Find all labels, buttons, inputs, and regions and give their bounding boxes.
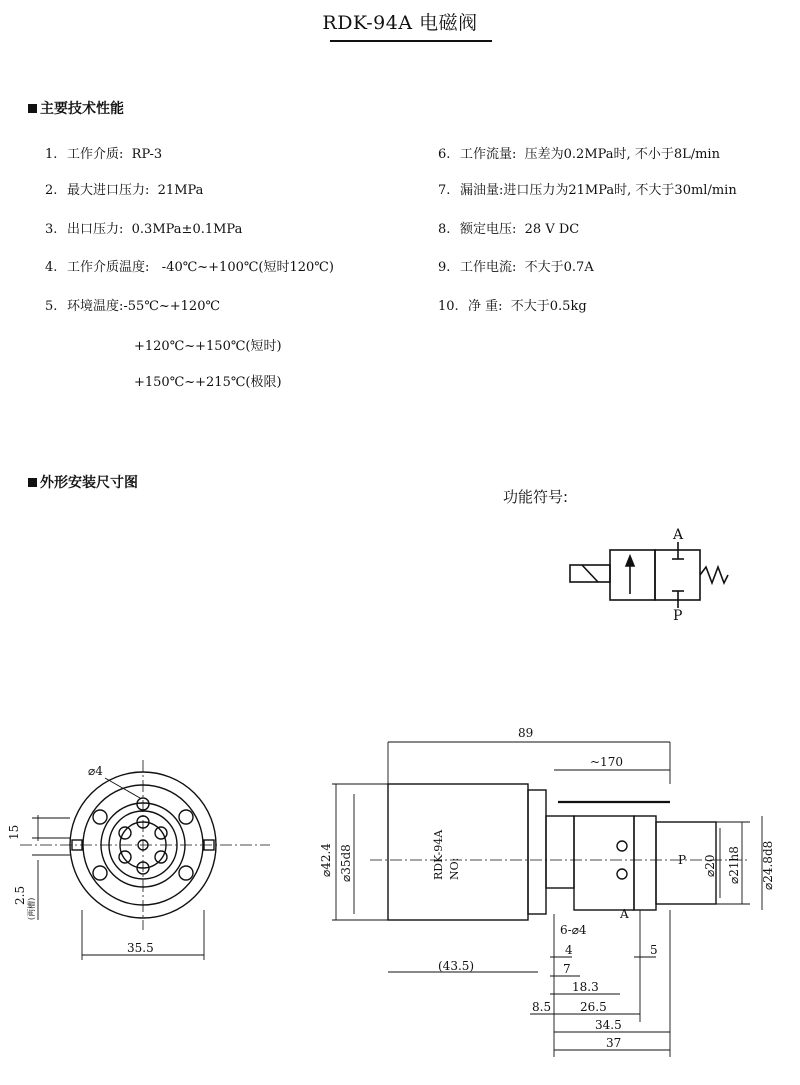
spec-num: 6.: [438, 147, 451, 162]
spec-item-5: [45, 295, 220, 314]
side-port-a: A: [620, 907, 629, 921]
side-port-p: P: [678, 853, 687, 867]
spec-value: 不大于0.5kg: [510, 299, 587, 314]
spec-value: -55℃~+120℃: [123, 299, 221, 314]
side-dim-7: 7: [563, 962, 571, 976]
spec-label: 最大进口压力:: [67, 183, 150, 198]
side-dim-d35: ⌀35d8: [339, 844, 353, 882]
spec-item-2: [45, 179, 203, 198]
spring-icon: [700, 567, 728, 583]
section-performance-heading: [28, 98, 124, 118]
spec-num: 1.: [45, 147, 58, 162]
spec-item-7: [438, 179, 737, 198]
front-dim-d4: ⌀4: [88, 764, 103, 778]
side-dim-d24-8: ⌀24.8d8: [761, 840, 775, 890]
side-dim-8-5: 8.5: [532, 1000, 552, 1014]
symbol-port-p: P: [673, 608, 683, 624]
spec-item-1: [45, 143, 162, 162]
spec-item-5-extra-2: +150℃~+215℃(极限): [134, 375, 282, 390]
side-dim-18-3: 18.3: [572, 980, 599, 994]
solenoid-body: [388, 784, 528, 920]
spec-label: 工作流量:: [460, 147, 517, 162]
spec-label: 工作介质:: [67, 147, 124, 162]
body-marking-no: NO:: [448, 857, 461, 880]
spec-label: 工作电流:: [460, 260, 517, 275]
spec-value: 进口压力为21MPa时, 不大于30ml/min: [503, 183, 737, 198]
section-dimensions-heading: [28, 472, 138, 492]
side-dim-d21: ⌀21h8: [727, 846, 741, 884]
side-dim-37: 37: [606, 1036, 622, 1050]
spec-item-6: [438, 143, 720, 162]
spec-item-8: [438, 218, 579, 237]
spec-value: RP-3: [131, 147, 163, 162]
spec-label: 漏油量:: [460, 183, 504, 198]
spec-num: 9.: [438, 260, 451, 275]
spec-label: 出口压力:: [67, 222, 124, 237]
spec-item-5-extra-1: +120℃~+150℃(短时): [134, 339, 282, 354]
side-dim-34-5: 34.5: [595, 1018, 622, 1032]
spec-value: 21MPa: [157, 183, 204, 198]
spec-num: 3.: [45, 222, 58, 237]
section-dimensions-label: 外形安装尺寸图: [40, 475, 138, 491]
square-bullet-icon: [28, 104, 37, 113]
function-symbol-label: 功能符号:: [503, 488, 569, 506]
spec-item-3: [45, 218, 242, 237]
spec-label: 额定电压:: [460, 222, 517, 237]
spec-label: 环境温度:: [67, 299, 124, 314]
side-dim-d20: ⌀20: [703, 854, 717, 877]
page-title: RDK-94A 电磁阀: [322, 12, 478, 34]
spec-value: 不大于0.7A: [524, 260, 594, 275]
square-bullet-icon: [28, 478, 37, 487]
spec-num: 4.: [45, 260, 58, 275]
spec-num: 7.: [438, 183, 451, 198]
front-dim-15: 15: [7, 824, 21, 840]
spec-value: 28 V DC: [524, 222, 580, 237]
title-underline: [330, 40, 492, 42]
spec-value: 压差为0.2MPa时, 不小于8L/min: [524, 147, 720, 162]
spec-num: 10.: [438, 299, 459, 314]
front-dim-35-5: 35.5: [127, 941, 154, 955]
symbol-port-a: A: [673, 527, 684, 543]
side-dim-4: 4: [565, 943, 573, 957]
spec-label: 工作介质温度:: [67, 260, 150, 275]
front-view-drawing: [0, 760, 290, 970]
section-performance-label: 主要技术性能: [40, 101, 124, 117]
valve-position-1: [610, 550, 655, 600]
side-dim-5: 5: [650, 943, 658, 957]
side-dim-26-5: 26.5: [580, 1000, 607, 1014]
front-note-two-slots: (两槽): [27, 897, 36, 920]
side-dim-d42-4: ⌀42.4: [319, 843, 333, 877]
body-marking-model: RDK-94A: [432, 829, 445, 880]
spec-item-9: [438, 256, 594, 275]
side-dim-170: ~170: [590, 755, 623, 769]
spec-num: 5.: [45, 299, 58, 314]
side-dim-43-5: (43.5): [438, 959, 475, 973]
side-dim-holes: 6-⌀4: [560, 923, 587, 937]
spec-num: 2.: [45, 183, 58, 198]
side-view-drawing: [310, 722, 790, 1062]
spec-value: -40℃~+100℃(短时120℃): [161, 260, 334, 275]
spec-num: 8.: [438, 222, 451, 237]
valve-function-symbol: [560, 520, 740, 625]
spec-label: 净 重:: [468, 299, 503, 314]
front-dim-2-5: 2.5: [13, 885, 27, 905]
spec-item-10: [438, 295, 587, 314]
spec-value: 0.3MPa±0.1MPa: [131, 222, 243, 237]
side-dim-89: 89: [518, 726, 534, 740]
spec-item-4: [45, 256, 334, 275]
